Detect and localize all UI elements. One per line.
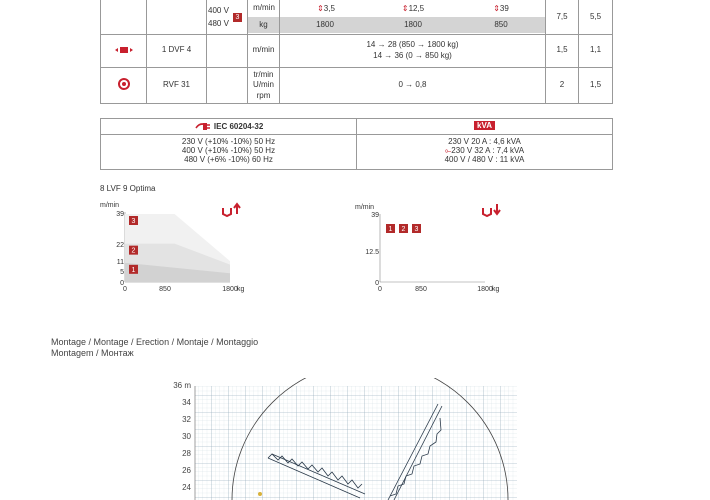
y-tick-22: 22: [116, 242, 124, 249]
erection-diagram: [160, 378, 530, 500]
montage-y-tick: 34: [182, 398, 191, 407]
hook-up-icon: [223, 204, 240, 216]
speed-3: ⇕39: [493, 4, 509, 13]
montage-y-tick: 24: [182, 483, 191, 492]
x-tick-1800-2: 1800: [477, 286, 493, 293]
badge-2: 2: [401, 226, 406, 233]
y-tick-11: 11: [116, 259, 124, 266]
y-axis-label: m/min: [100, 202, 120, 209]
power-table: [100, 118, 613, 170]
speed-badge-label-2: 2: [131, 247, 136, 255]
row3-unit-2: U/min: [253, 80, 274, 89]
badge-3: 3: [414, 226, 419, 233]
row2-col-a: 1,5: [556, 45, 568, 54]
kva-header: kVA: [357, 121, 612, 131]
row3-unit-1: tr/min: [253, 70, 274, 79]
row1-col-b: 5,5: [589, 12, 602, 21]
y-tick-0-2: 0: [375, 280, 379, 287]
row2-line2: 14 → 36 (0 → 850 kg): [373, 51, 452, 60]
power-left-2: 400 V (+10% -10%) 50 Hz: [181, 146, 276, 155]
x-tick-850: 850: [159, 286, 171, 293]
x-tick-1800: 1800: [222, 286, 238, 293]
speed-badges: [386, 224, 421, 233]
hoist-chart-down: [350, 198, 520, 296]
speed-badge-label-3: 3: [131, 218, 136, 225]
voltage-400: 400 V: [208, 6, 229, 15]
row3-col-b: 1,5: [589, 80, 602, 89]
lvf-title: 8 LVF 9 Optima: [100, 184, 156, 193]
power-right-2: ⟜230 V 32 A : 7,4 kVA: [444, 146, 525, 155]
montage-y-tick: 28: [182, 449, 191, 458]
load-2: 1800: [404, 20, 422, 29]
speed-1: ⇕3,5: [317, 4, 335, 13]
plug-icon: [194, 122, 212, 131]
x-tick-0: 0: [123, 286, 127, 293]
trolley-icon: [115, 45, 133, 58]
x-tick-0-2: 0: [378, 286, 382, 293]
y-axis-label-2: m/min: [355, 204, 375, 211]
row2-unit: m/min: [252, 45, 275, 54]
x-axis-label-2: kg: [492, 286, 500, 293]
x-tick-850-2: 850: [415, 286, 427, 293]
badge-1: 1: [388, 226, 393, 233]
y-tick-12-5: 12.5: [365, 249, 379, 256]
row2-col-b: 1,1: [589, 45, 602, 54]
load-1: 1800: [316, 20, 334, 29]
x-axis-label: kg: [237, 286, 245, 293]
row3-value: 0 → 0,8: [398, 80, 427, 89]
montage-y-tick: 32: [182, 415, 191, 424]
speed-badge-3: 3: [233, 12, 242, 22]
slewing-icon: [117, 77, 131, 94]
y-tick-39-2: 39: [371, 212, 379, 219]
y-tick-0: 0: [120, 280, 124, 287]
unit-speed: m/min: [253, 3, 275, 12]
row2-line1: 14 → 28 (850 → 1800 kg): [366, 40, 459, 49]
speed-badge-label-1: 1: [131, 266, 136, 274]
hoist-chart-up: [95, 198, 265, 296]
speed-2: ⇕12,5: [401, 4, 425, 13]
hook-down-icon: [483, 204, 500, 216]
power-right-3: 400 V / 480 V : 11 kVA: [444, 155, 525, 164]
power-left-3: 480 V (+6% -10%) 60 Hz: [184, 155, 273, 164]
iec-header: IEC 60204-32: [101, 122, 356, 132]
montage-title-1: Montage / Montage / Erection / Montaje / Montaggio: [51, 337, 259, 347]
power-left-1: 230 V (+10% -10%) 50 Hz: [181, 137, 276, 146]
row3-unit-3: rpm: [256, 91, 271, 100]
montage-y-tick: 36 m: [173, 381, 191, 390]
spec-table: [100, 0, 613, 104]
load-3: 850: [494, 20, 508, 29]
voltage-480: 480 V: [208, 19, 229, 28]
row3-col-a: 2: [559, 80, 565, 89]
unit-load: kg: [248, 17, 279, 33]
montage-y-tick: 30: [182, 432, 191, 441]
row2-name: 1 DVF 4: [161, 45, 192, 54]
hook-marker: [258, 492, 262, 496]
y-tick-5: 5: [120, 269, 124, 276]
row3-name: RVF 31: [163, 80, 190, 89]
montage-title-2: Montagem / Монтаж: [51, 348, 134, 358]
power-right-1: 230 V 20 A : 4,6 kVA: [448, 137, 521, 146]
montage-y-tick: 26: [182, 466, 191, 475]
row1-col-a: 7,5: [556, 12, 568, 21]
y-tick-39: 39: [116, 211, 124, 218]
